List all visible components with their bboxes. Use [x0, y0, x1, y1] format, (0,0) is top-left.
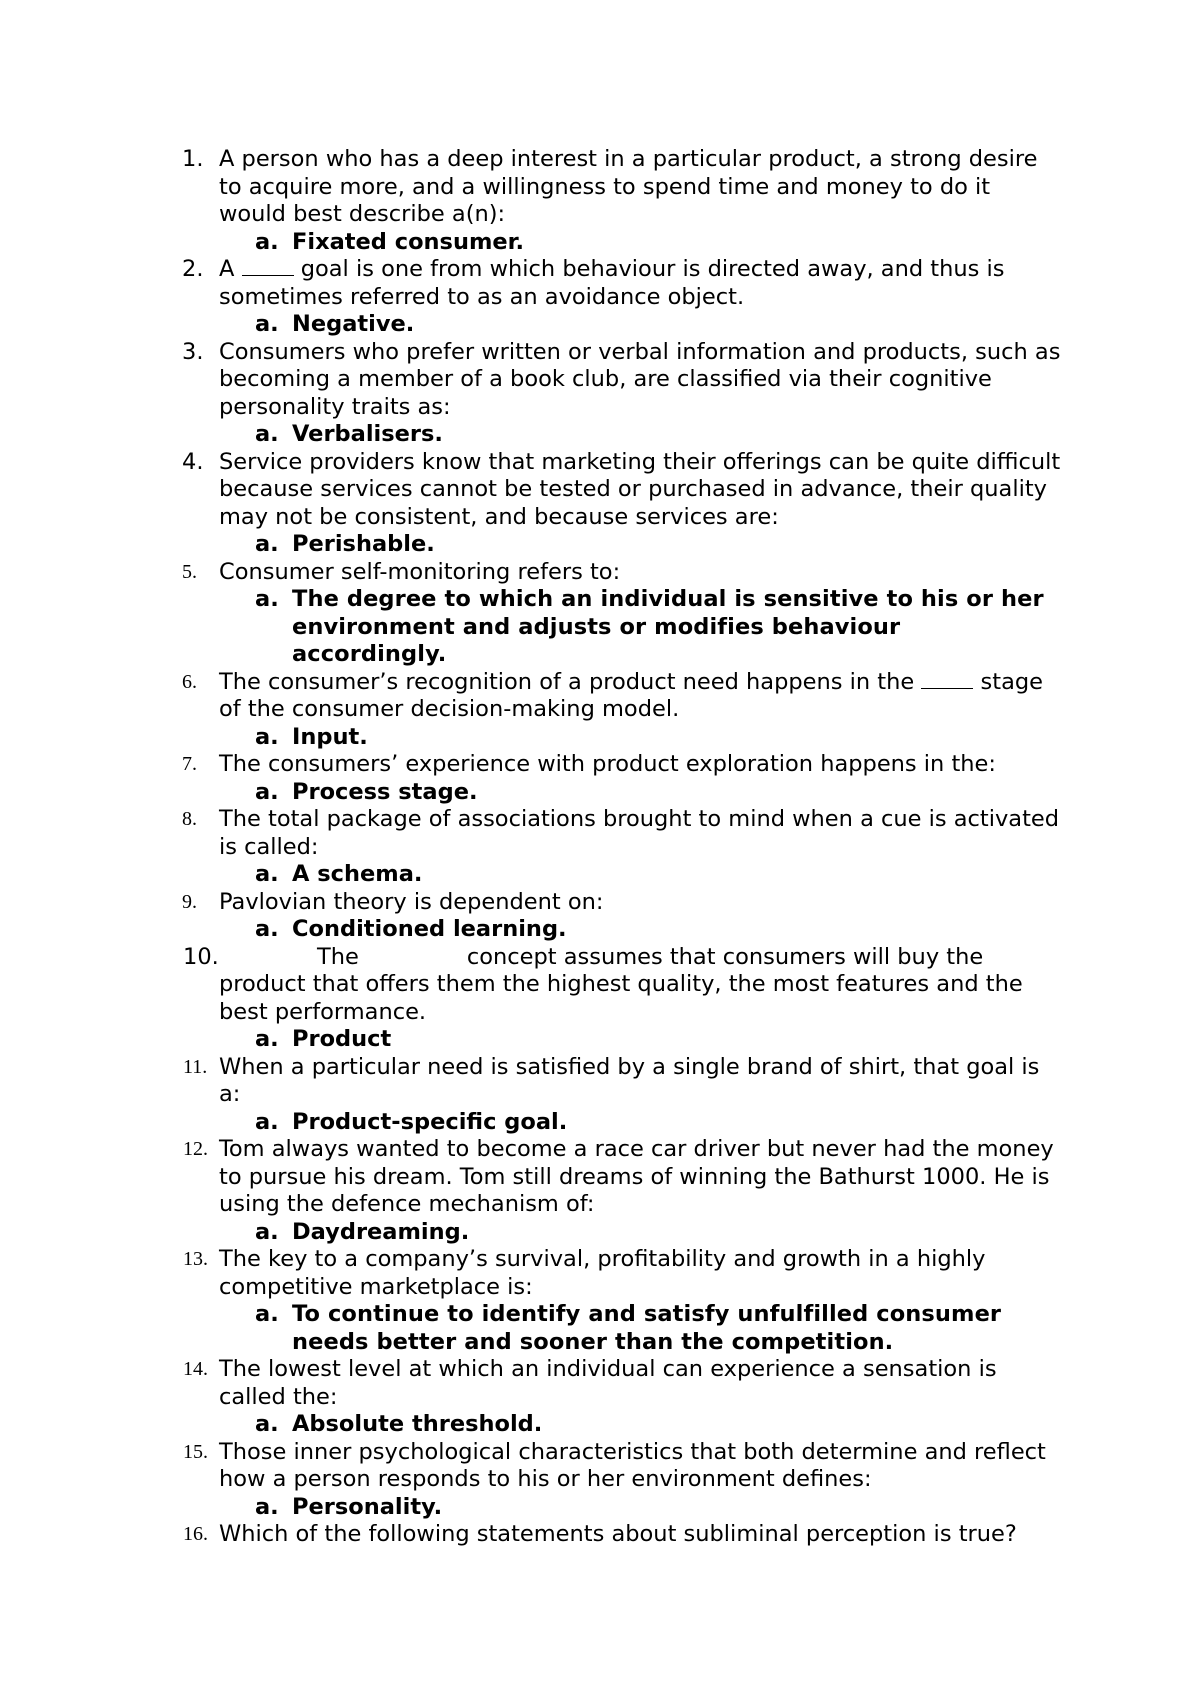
question-number: 10. — [183, 943, 219, 970]
question-text: When a particular need is satisfied by a single brand of shirt, that goal is a: — [219, 1053, 1040, 1107]
answer-label: a. — [255, 311, 279, 337]
answer-12 — [0, 1219, 1062, 1247]
answer-label: a. — [255, 421, 279, 447]
answer-text: Daydreaming. — [292, 1218, 470, 1245]
answer-text: Product — [292, 1026, 392, 1052]
question-4 — [0, 449, 1064, 532]
answer-text: To continue to identify and satisfy unfulfilled consumer needs better and sooner than the competition. — [292, 1301, 1002, 1355]
question-number: 9. — [182, 890, 197, 913]
question-text: Pavlovian theory is dependent on: — [219, 888, 604, 915]
answer-label: a. — [255, 723, 279, 750]
question-7 — [0, 751, 1064, 779]
answer-text: Process stage. — [292, 778, 478, 805]
question-text: The key to a company’s survival, profitability and growth in a highly competitive marketplace is: — [219, 1246, 986, 1300]
answer-label: a. — [255, 1108, 279, 1135]
question-number: 13. — [183, 1248, 208, 1270]
question-text: Service providers know that marketing their offerings can be quite difficult because services cannot be tested or purchased in advance, their quality may not be consistent, and because services are: — [219, 448, 1061, 530]
question-11 — [0, 1054, 1064, 1109]
answer-label: a. — [255, 1493, 279, 1520]
question-8 — [0, 806, 1064, 861]
question-number: 5. — [182, 560, 197, 583]
question-text: Which of the following statements about subliminal perception is true? — [219, 1521, 1017, 1547]
answer-label: a. — [255, 916, 279, 942]
question-number: 7. — [182, 753, 197, 775]
fill-in-blank — [921, 670, 973, 689]
answer-8 — [0, 861, 1062, 889]
question-number: 12. — [183, 1138, 208, 1160]
question-number: 8. — [182, 808, 197, 830]
question-10 — [0, 944, 1064, 1027]
answer-14 — [0, 1411, 1062, 1439]
answer-13 — [0, 1301, 1062, 1356]
question-16 — [0, 1521, 1064, 1549]
answer-label: a. — [255, 1411, 279, 1437]
answer-1 — [0, 229, 1062, 257]
answer-text: Conditioned learning. — [292, 916, 567, 942]
question-number: 2. — [182, 256, 204, 282]
answer-label: a. — [255, 1218, 279, 1245]
question-text-before: A — [219, 256, 235, 282]
question-text: Those inner psychological characteristics that both determine and reflect how a person responds to his or her environment defines: — [219, 1438, 1046, 1492]
question-text: The total package of associations brought to mind when a cue is activated is called: — [219, 806, 1060, 860]
question-2 — [0, 256, 1064, 311]
answer-label: a. — [255, 1301, 279, 1327]
question-number: 16. — [183, 1523, 208, 1545]
answer-9 — [0, 916, 1062, 944]
question-number: 1. — [182, 146, 204, 172]
question-number: 15. — [183, 1440, 208, 1463]
question-12 — [0, 1136, 1064, 1219]
question-text-after: goal is one from which behaviour is directed away, and thus is sometimes referred to as an avoidance object. — [219, 256, 1005, 310]
answer-11 — [0, 1109, 1062, 1137]
answer-text: The degree to which an individual is sensitive to his or her environment and adjusts or modifies behaviour accordingly. — [292, 586, 1044, 667]
answer-7 — [0, 779, 1062, 807]
question-text: The lowest level at which an individual can experience a sensation is called the: — [219, 1356, 997, 1410]
question-number: 3. — [182, 338, 204, 365]
answer-text: Input. — [292, 723, 368, 750]
answer-text: Absolute threshold. — [292, 1411, 543, 1437]
question-9 — [0, 889, 1064, 917]
question-text: A person who has a deep interest in a particular product, a strong desire to acquire more, and a willingness to spend time and money to do it would best describe a(n): — [219, 146, 1038, 227]
answer-label: a. — [255, 531, 279, 557]
question-text-after: concept assumes that consumers will buy the product that offers them the highest quality, the most features and the best performance. — [219, 943, 1023, 1025]
answer-15 — [0, 1494, 1062, 1522]
question-text-after: stage of the consumer decision-making model. — [219, 668, 1044, 722]
answer-text: Negative. — [292, 311, 415, 337]
answer-text: Fixated consumer. — [292, 228, 525, 255]
question-number: 6. — [182, 670, 197, 693]
question-text: Consumer self-monitoring refers to: — [219, 558, 621, 585]
question-text-before: The — [317, 943, 359, 970]
question-number: 4. — [182, 448, 204, 475]
answer-label: a. — [255, 228, 279, 255]
answer-5 — [0, 586, 1062, 669]
answer-text: Perishable. — [292, 531, 435, 557]
question-6 — [0, 669, 1064, 724]
question-text: Consumers who prefer written or verbal information and products, such as becoming a member of a book club, are classified via their cognitive personality traits as: — [219, 338, 1061, 420]
answer-label: a. — [255, 778, 279, 805]
answer-10 — [0, 1026, 1062, 1054]
question-15 — [0, 1439, 1064, 1494]
answer-label: a. — [255, 1026, 279, 1052]
question-number: 14. — [183, 1358, 208, 1380]
answer-4 — [0, 531, 1062, 559]
answer-label: a. — [255, 586, 279, 612]
question-3 — [0, 339, 1064, 422]
answer-text: A schema. — [292, 861, 423, 887]
question-13 — [0, 1246, 1064, 1301]
answer-label: a. — [255, 861, 279, 887]
question-14 — [0, 1356, 1064, 1411]
question-5 — [0, 559, 1064, 587]
answer-6 — [0, 724, 1062, 752]
answer-text: Personality. — [292, 1493, 443, 1520]
question-text: The consumers’ experience with product exploration happens in the: — [219, 751, 996, 777]
question-1 — [0, 146, 1064, 229]
answer-2 — [0, 311, 1062, 339]
question-number: 11. — [183, 1055, 208, 1078]
answer-3 — [0, 421, 1062, 449]
fill-in-blank — [242, 257, 294, 276]
question-text: Tom always wanted to become a race car driver but never had the money to pursue his dream. Tom still dreams of winning the Bathurst 1000. He is using the defence mechanism of: — [219, 1136, 1054, 1217]
answer-text: Verbalisers. — [292, 421, 443, 447]
question-text-before: The consumer’s recognition of a product need happens in the — [219, 668, 915, 695]
answer-text: Product-specific goal. — [292, 1108, 568, 1135]
question-list — [0, 146, 1200, 1549]
